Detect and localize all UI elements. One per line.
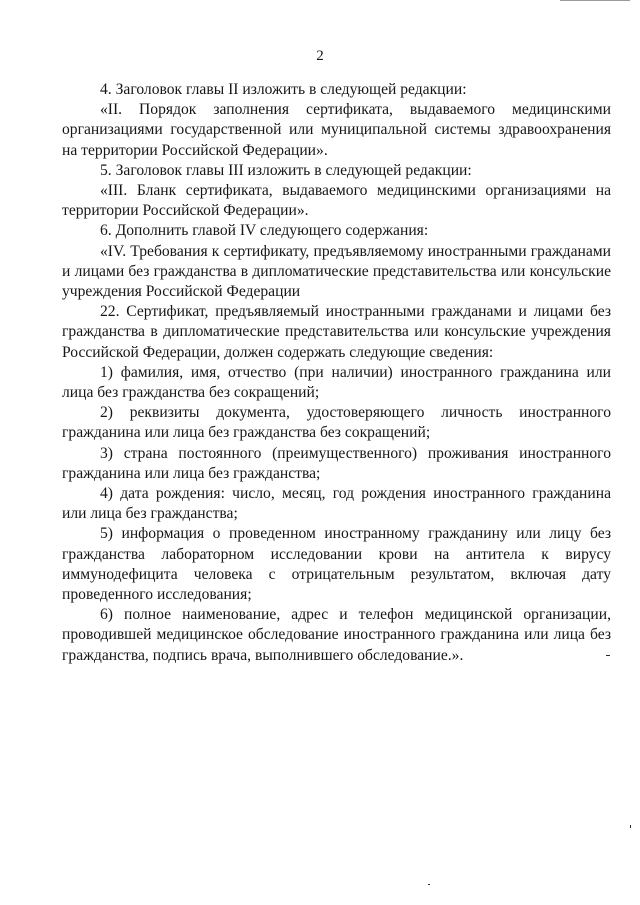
paragraph-item-4: 4. Заголовок главы II изложить в следующей редакции: — [100, 81, 467, 98]
paragraph-subitem-4: 4) дата рождения: число, месяц, год рождения иностранного гражданина или лица без гражданства; — [62, 485, 611, 523]
paragraph-chapter-3-title: «III. Бланк сертификата, выдаваемого медицинскими организациями на территории Российской Федерации». — [62, 182, 611, 220]
paragraph-subitem-5: 5) информация о проведенном иностранному гражданину или лицу без гражданства лабораторном исследовании крови на антитела к вирусу иммунодефицита человека с отрицательным результатом, включая дату проведенного исследования; — [62, 525, 611, 604]
paragraph-clause-22: 22. Сертификат, предъявляемый иностранными гражданами и лицами без гражданства в дипломатические представительства или консульские учреждения Российской Федерации, должен содержать следующие сведения: — [62, 303, 611, 361]
scan-artifact-mark — [606, 655, 610, 656]
paragraph-item-6: 6. Дополнить главой IV следующего содержания: — [100, 222, 429, 240]
document-body — [62, 80, 611, 666]
scan-artifact-top — [560, 0, 630, 1]
page-number: 2 — [316, 48, 324, 64]
paragraph-subitem-6: 6) полное наименование, адрес и телефон медицинской организации, проводившей медицинское обследование иностранного гражданина или лица без гражданства, подпись врача, выполнившего обследование.». — [62, 606, 611, 664]
scan-artifact-mark — [630, 825, 631, 828]
paragraph-item-5: 5. Заголовок главы III изложить в следующей редакции: — [100, 161, 472, 179]
paragraph-subitem-1: 1) фамилия, имя, отчество (при наличии) иностранного гражданина или лица без гражданства без сокращений; — [62, 363, 611, 402]
paragraph-subitem-3: 3) страна постоянного (преимущественного) проживания иностранного гражданина или лица без гражданства; — [62, 444, 611, 482]
paragraph-chapter-4-title: «IV. Требования к сертификату, предъявляемому иностранными гражданами и лицами без гражданства в дипломатические представительства или консульские учреждения Российской Федерации — [62, 242, 611, 301]
scan-artifact-mark — [428, 884, 430, 885]
paragraph-subitem-2: 2) реквизиты документа, удостоверяющего личность иностранного гражданина или лица без гражданства без сокращений; — [62, 404, 611, 442]
paragraph-chapter-2-title: «II. Порядок заполнения сертификата, выдаваемого медицинскими организациями государственной или муниципальной системы здравоохранения на территории Российской Федерации». — [62, 101, 611, 159]
